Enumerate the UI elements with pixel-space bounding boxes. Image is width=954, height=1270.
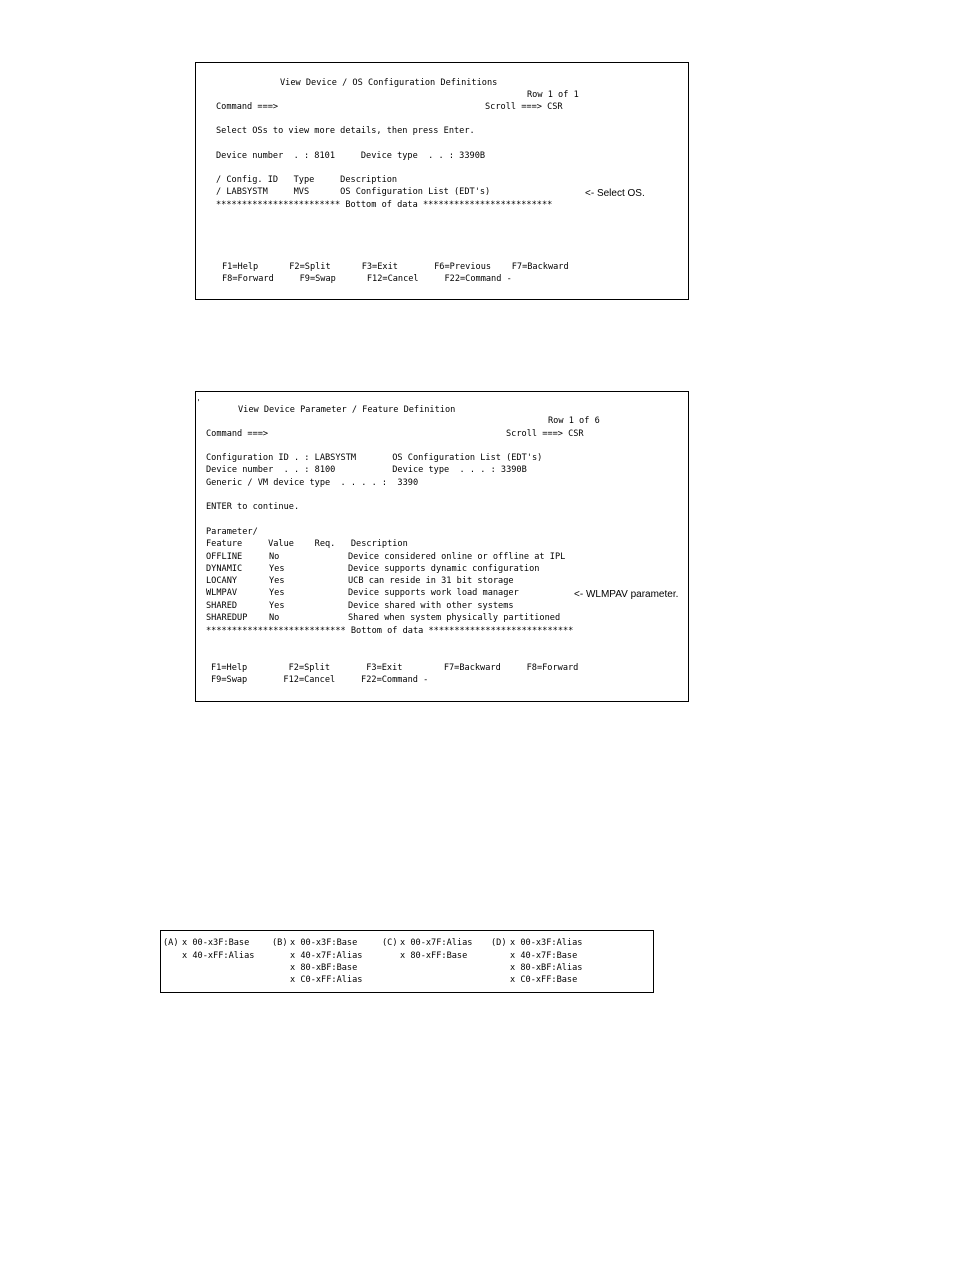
param-header: Parameter/	[206, 527, 258, 537]
device-parameter-definition-screen	[195, 391, 689, 702]
generic-device-type-line: Generic / VM device type . . . . : 3390	[206, 478, 419, 488]
table-header: / Config. ID Type Description	[216, 175, 398, 185]
enter-instruction: ENTER to continue.	[206, 502, 300, 512]
device-number-line: Device number . . : 8100 Device type . . . : 3390B	[206, 465, 527, 475]
param-value: Yes	[269, 576, 285, 586]
option-b-label: (B)	[272, 938, 288, 948]
row-info: Row 1 of 1	[527, 90, 579, 100]
param-feature: WLMPAV	[206, 588, 238, 598]
os-config-definitions-screen	[195, 62, 689, 300]
option-c-label: (C)	[382, 938, 398, 948]
function-keys-row2[interactable]: F8=Forward F9=Swap F12=Cancel F22=Command -	[222, 274, 512, 284]
command-input-label[interactable]: Command ===>	[216, 102, 279, 112]
corner-mark: '	[196, 398, 201, 407]
scroll-field[interactable]: Scroll ===> CSR	[506, 429, 584, 439]
param-columns-header: Feature Value Req. Description	[206, 539, 408, 549]
param-value: No	[269, 613, 280, 623]
screen-title: View Device Parameter / Feature Definition	[238, 405, 456, 415]
function-keys-row1[interactable]: F1=Help F2=Split F3=Exit F6=Previous F7=Backward	[222, 262, 569, 272]
option-a-label: (A)	[163, 938, 179, 948]
function-keys-row1[interactable]: F1=Help F2=Split F3=Exit F7=Backward F8=Forward	[211, 663, 579, 673]
param-feature: SHARED	[206, 601, 238, 611]
wlmpav-annotation: <- WLMPAV parameter.	[574, 589, 679, 600]
param-description: Device supports dynamic configuration	[348, 564, 540, 574]
param-feature: LOCANY	[206, 576, 238, 586]
option-d-line: x 80-xBF:Alias	[510, 963, 583, 973]
scroll-field[interactable]: Scroll ===> CSR	[485, 102, 563, 112]
param-description: Device shared with other systems	[348, 601, 514, 611]
row-info: Row 1 of 6	[548, 416, 600, 426]
param-value: Yes	[269, 601, 285, 611]
command-input-label[interactable]: Command ===>	[206, 429, 269, 439]
bottom-of-data: *************************** Bottom of data ****************************	[206, 626, 574, 636]
param-value: No	[269, 552, 280, 562]
option-d-label: (D)	[491, 938, 507, 948]
option-d-line: x C0-xFF:Base	[510, 975, 578, 985]
param-feature: SHAREDUP	[206, 613, 248, 623]
param-feature: DYNAMIC	[206, 564, 243, 574]
option-b-line: x 40-x7F:Alias	[290, 951, 363, 961]
param-description: Shared when system physically partitioned	[348, 613, 561, 623]
option-b-line: x C0-xFF:Alias	[290, 975, 363, 985]
option-c-line: x 00-x7F:Alias	[400, 938, 473, 948]
option-a-line: x 40-xFF:Alias	[182, 951, 255, 961]
screen-title: View Device / OS Configuration Definitions	[280, 78, 498, 88]
instruction-text: Select OSs to view more details, then press Enter.	[216, 126, 475, 136]
table-row[interactable]: / LABSYSTM MVS OS Configuration List (EDT's)	[216, 187, 491, 197]
option-a-line: x 00-x3F:Base	[182, 938, 250, 948]
option-d-line: x 40-x7F:Base	[510, 951, 578, 961]
param-feature: OFFLINE	[206, 552, 243, 562]
param-description: UCB can reside in 31 bit storage	[348, 576, 514, 586]
device-info: Device number . : 8101 Device type . . : 3390B	[216, 151, 486, 161]
select-os-annotation: <- Select OS.	[585, 188, 645, 199]
answer-options-box	[160, 930, 654, 993]
option-b-line: x 00-x3F:Base	[290, 938, 358, 948]
option-d-line: x 00-x3F:Alias	[510, 938, 583, 948]
function-keys-row2[interactable]: F9=Swap F12=Cancel F22=Command -	[211, 675, 429, 685]
bottom-of-data: ************************ Bottom of data *************************	[216, 200, 553, 210]
param-value: Yes	[269, 564, 285, 574]
option-b-line: x 80-xBF:Base	[290, 963, 358, 973]
param-description: Device supports work load manager	[348, 588, 519, 598]
param-description: Device considered online or offline at IPL	[348, 552, 566, 562]
param-value: Yes	[269, 588, 285, 598]
config-id-line: Configuration ID . : LABSYSTM OS Configuration List (EDT's)	[206, 453, 543, 463]
option-c-line: x 80-xFF:Base	[400, 951, 468, 961]
